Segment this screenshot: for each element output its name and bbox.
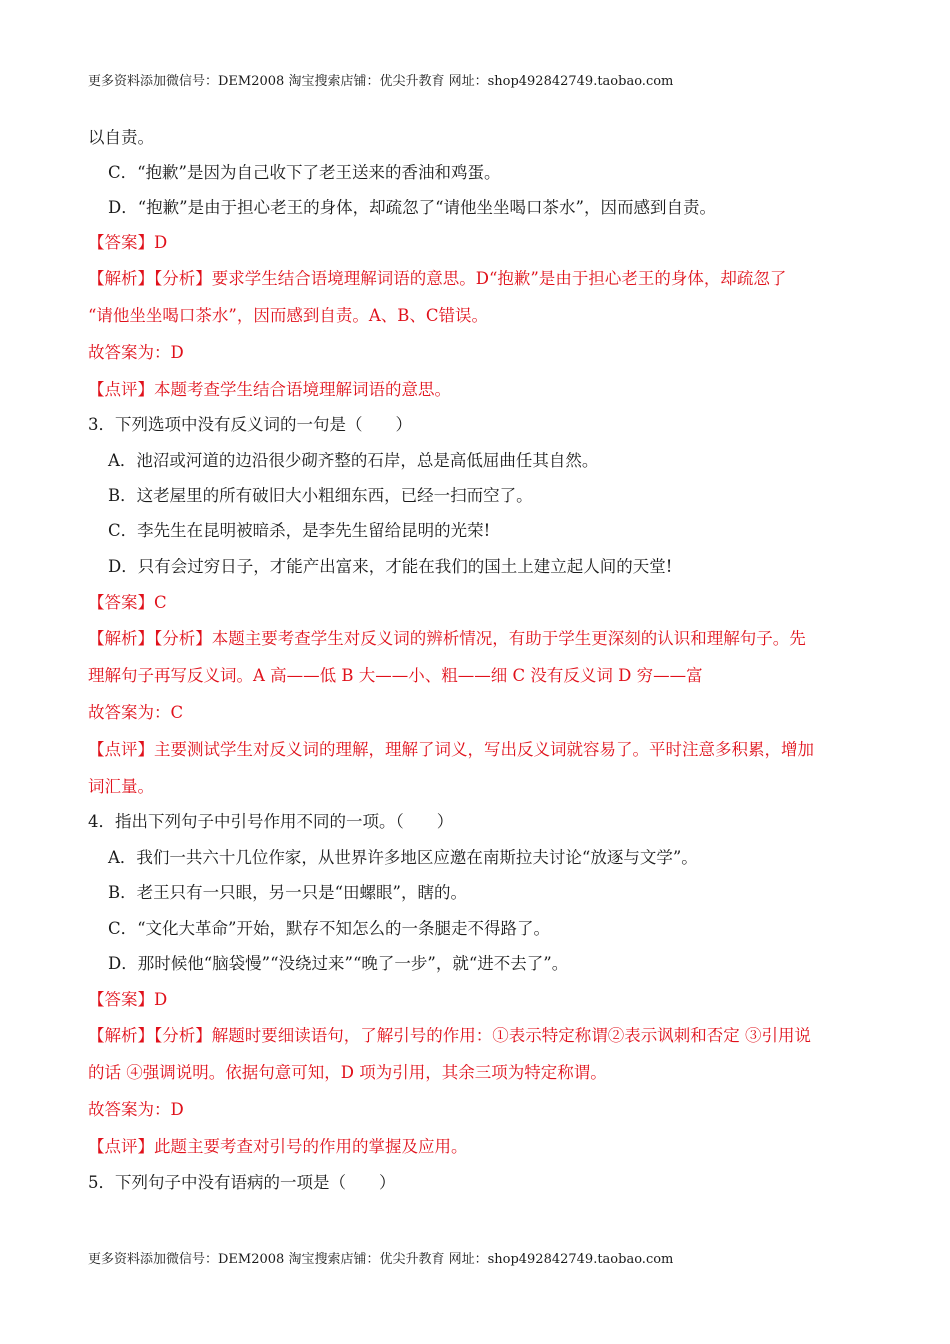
analysis-text: “请他坐坐喝口茶水”，因而感到自责。A、B、C错误。	[88, 306, 489, 325]
answer-label: 【答案】D	[88, 233, 168, 252]
comment-text: 词汇量。	[88, 777, 154, 796]
option-c: C．“文化大革命”开始，默存不知怎么的一条腿走不得路了。	[108, 919, 550, 938]
final-answer: 故答案为：C	[88, 703, 184, 722]
comment-text: 【点评】本题考查学生结合语境理解词语的意思。	[88, 380, 451, 399]
answer-label: 【答案】D	[88, 990, 168, 1009]
option-b: B．这老屋里的所有破旧大小粗细东西，已经一扫而空了。	[108, 486, 533, 505]
answer-label: 【答案】C	[88, 593, 167, 612]
option-b: B．老王只有一只眼，另一只是“田螺眼”，瞎的。	[108, 883, 467, 902]
final-answer: 故答案为：D	[88, 1100, 184, 1119]
analysis-text: 理解句子再写反义词。A 高——低 B 大——小、粗——细 C 没有反义词 D 穷——富	[88, 666, 703, 685]
text-line: 以自责。	[88, 128, 154, 147]
option-d: D．“抱歉”是由于担心老王的身体，却疏忽了“请他坐坐喝口茶水”，因而感到自责。	[108, 198, 716, 217]
question-3: 3．下列选项中没有反义词的一句是（ ）	[88, 415, 412, 434]
comment-text: 【点评】主要测试学生对反义词的理解，理解了词义，写出反义词就容易了。平时注意多积累，增加	[88, 740, 814, 759]
option-c: C．李先生在昆明被暗杀，是李先生留给昆明的光荣!	[108, 521, 491, 540]
option-d: D．只有会过穷日子，才能产出富来，才能在我们的国土上建立起人间的天堂!	[108, 557, 673, 576]
comment-text: 【点评】此题主要考查对引号的作用的掌握及应用。	[88, 1137, 468, 1156]
analysis-text: 【解析】【分析】本题主要考查学生对反义词的辨析情况，有助于学生更深刻的认识和理解句子。先	[88, 629, 806, 648]
question-4: 4．指出下列句子中引号作用不同的一项。（ ）	[88, 812, 454, 831]
option-d: D．那时候他“脑袋慢”“没绕过来”“晚了一步”，就“进不去了”。	[108, 954, 569, 973]
option-c: C．“抱歉”是因为自己收下了老王送来的香油和鸡蛋。	[108, 163, 501, 182]
page-header: 更多资料添加微信号：DEM2008 淘宝搜索店铺：优尖升教育 网址：shop492842749.taobao.com	[88, 74, 674, 89]
analysis-text: 【解析】【分析】解题时要细读语句，了解引号的作用：①表示特定称谓②表示讽刺和否定 ③引用说	[88, 1026, 811, 1045]
analysis-text: 【解析】【分析】要求学生结合语境理解词语的意思。D“抱歉”是由于担心老王的身体，却疏忽了	[88, 269, 787, 288]
analysis-text: 的话 ④强调说明。依据句意可知，D 项为引用，其余三项为特定称谓。	[88, 1063, 607, 1082]
question-5: 5．下列句子中没有语病的一项是（ ）	[88, 1173, 396, 1192]
option-a: A．池沼或河道的边沿很少砌齐整的石岸，总是高低屈曲任其自然。	[108, 451, 599, 470]
page-footer: 更多资料添加微信号：DEM2008 淘宝搜索店铺：优尖升教育 网址：shop492842749.taobao.com	[88, 1252, 674, 1267]
option-a: A．我们一共六十几位作家，从世界许多地区应邀在南斯拉夫讨论“放逐与文学”。	[108, 848, 698, 867]
final-answer: 故答案为：D	[88, 343, 184, 362]
